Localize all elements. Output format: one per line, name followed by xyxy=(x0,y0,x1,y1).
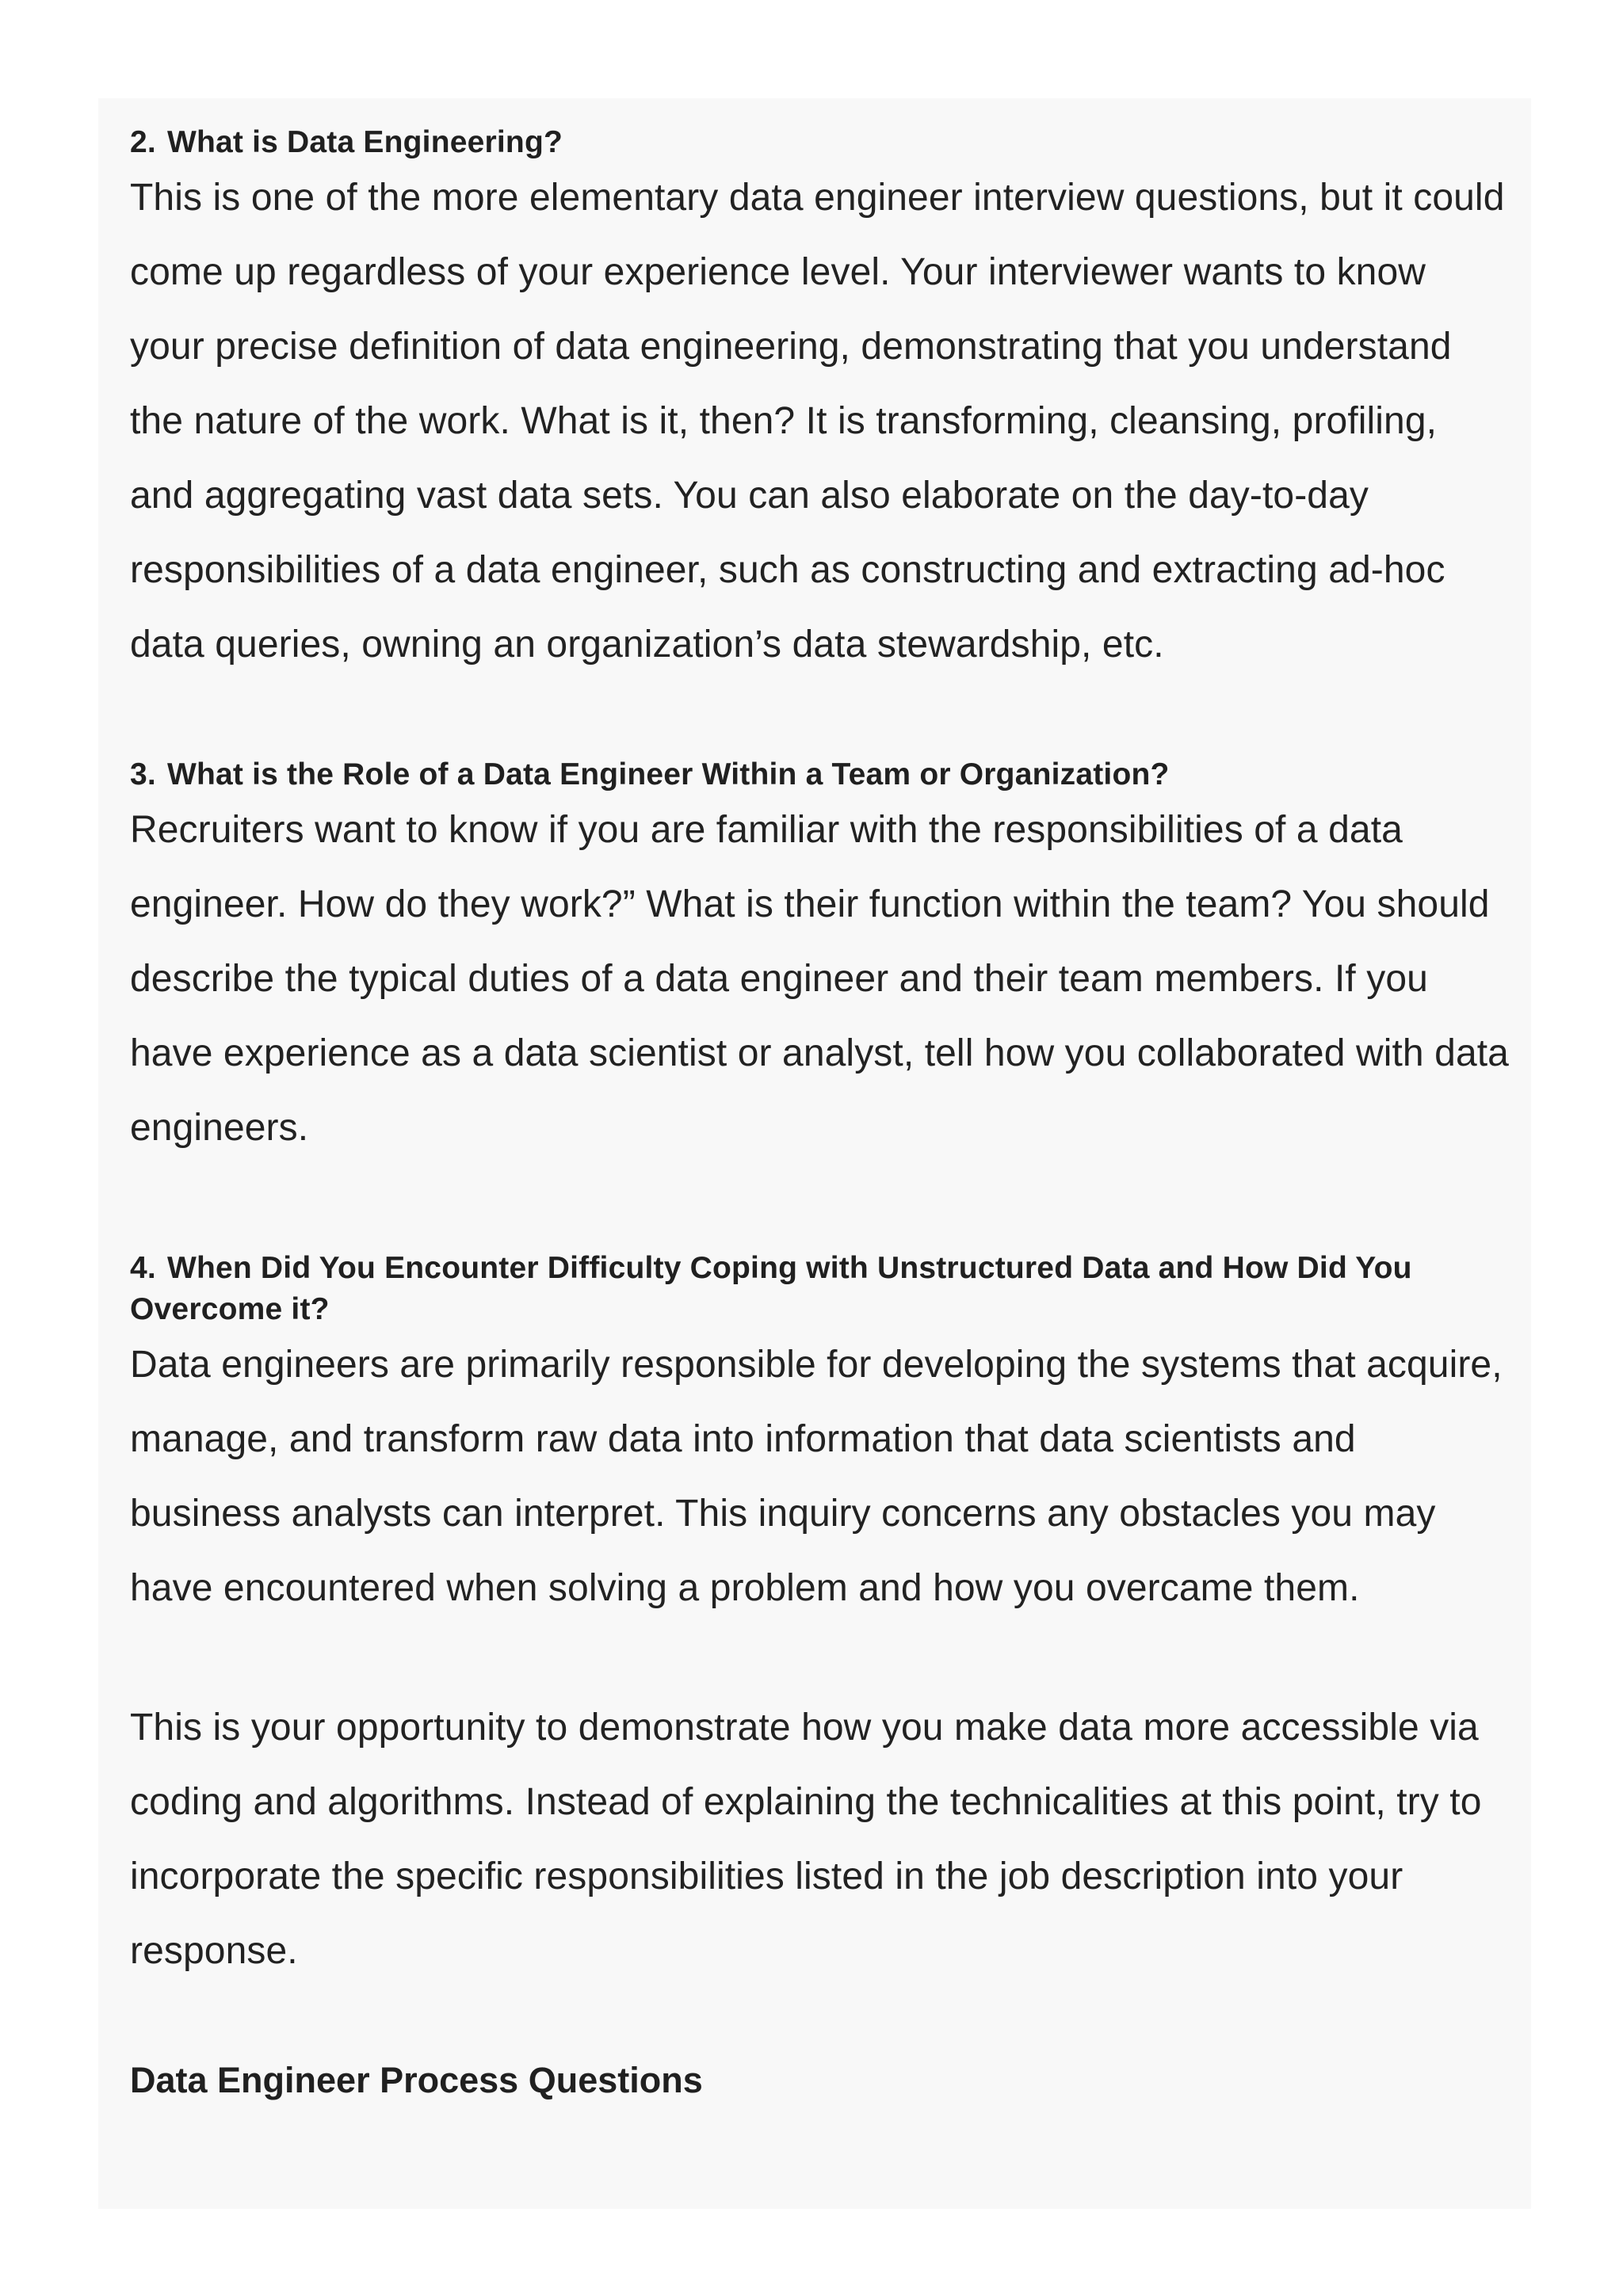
question-4-number: 4. xyxy=(130,1251,156,1285)
question-2-heading xyxy=(130,122,1509,163)
question-3-heading xyxy=(130,754,1509,795)
question-4-body-2: This is your opportunity to demonstrate how you make data more accessible via coding and algorithms. Instead of explaining the technicalities at this point, try to incorporate the specific responsibilities listed in the job description into your response. xyxy=(130,1707,1482,1972)
question-4-heading xyxy=(130,1248,1509,1330)
question-2-title: What is Data Engineering? xyxy=(166,125,563,159)
question-2-number: 2. xyxy=(130,125,156,159)
question-2-body: This is one of the more elementary data engineer interview questions, but it could come up regardless of your experience level. Your interviewer wants to know your precise definition of data engineering, demonstrating that you understand the nature of the work. What is it, then? It is transforming, cleansing, profiling, and aggregating vast data sets. You can also elaborate on the day-to-day responsibilities of a data engineer, such as constructing and extracting ad-hoc data queries, owning an organization’s data stewardship, etc. xyxy=(130,177,1505,666)
section-heading: Data Engineer Process Questions xyxy=(130,2060,703,2100)
content-panel xyxy=(98,98,1531,2209)
question-3-title: What is the Role of a Data Engineer Within a Team or Organization? xyxy=(166,757,1170,791)
question-4-title: When Did You Encounter Difficulty Coping with Unstructured Data and How Did You Overcome it? xyxy=(130,1251,1412,1326)
question-3-number: 3. xyxy=(130,757,156,791)
question-4-body-1: Data engineers are primarily responsible for developing the systems that acquire, manage, and transform raw data into information that data scientists and business analysts can interpret. This inquiry concerns any obstacles you may have encountered when solving a problem and how you overcame them. xyxy=(130,1344,1503,1609)
question-3-body: Recruiters want to know if you are familiar with the responsibilities of a data engineer. How do they work?” What is their function within the team? You should describe the typical duties of a data engineer and their team members. If you have experience as a data scientist or analyst, tell how you collaborated with data engineers. xyxy=(130,809,1509,1149)
